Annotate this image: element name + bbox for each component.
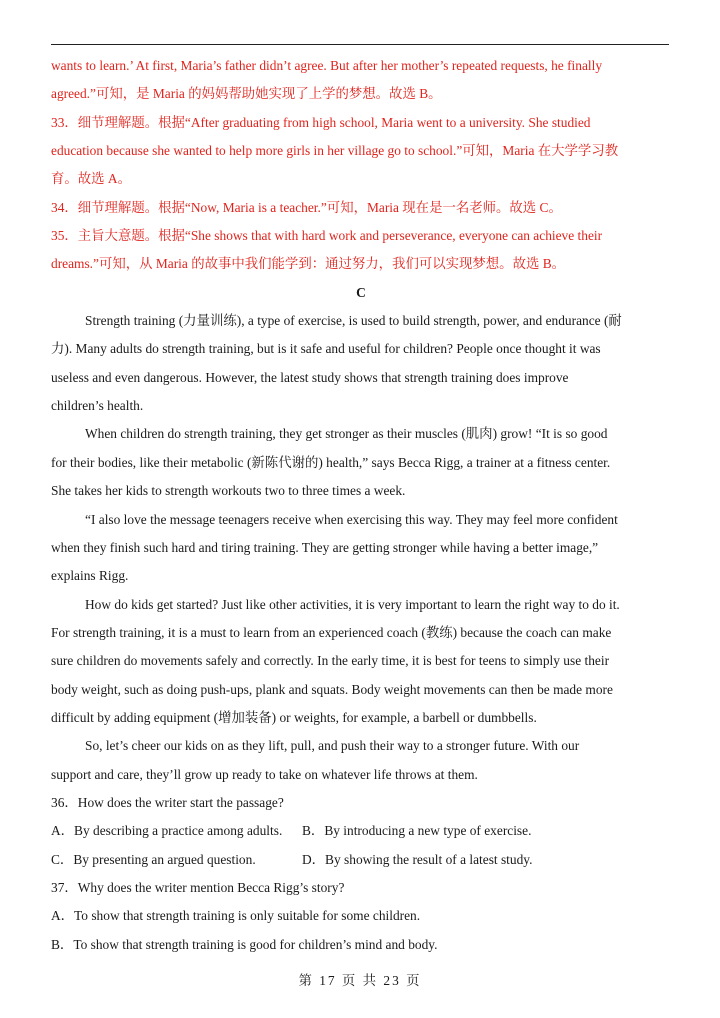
passage-line: for their bodies, like their metabolic (新陈代谢的) health,” says Becca Rigg, a trainer at a fitness center.: [51, 454, 611, 470]
header-rule: [51, 44, 669, 45]
passage-line: So, let’s cheer our kids on as they lift, pull, and push their way to a stronger future. With our: [85, 738, 580, 754]
answer-line: wants to learn.’ At first, Maria’s father didn’t agree. But after her mother’s repeated requests, he finally: [51, 58, 603, 73]
question-37: [51, 874, 671, 959]
passage-line: body weight, such as doing push-ups, plank and squats. Body weight movements can then be made more: [51, 681, 613, 697]
passage-line: How do kids get started? Just like other activities, it is very important to learn the right way to do it.: [85, 596, 620, 612]
question-36: [51, 789, 671, 874]
passage-line: support and care, they’ll grow up ready to take on whatever life throws at them.: [51, 766, 478, 782]
passage-line: when they finish such hard and tiring training. They are getting stronger while having a better image,”: [51, 539, 599, 555]
answer-line: education because she wanted to help more girls in her village go to school.”可知，Maria 在大学学习教: [51, 143, 619, 159]
passage-line: “I also love the message teenagers receive when exercising this way. They may feel more confident: [85, 511, 618, 527]
answer-line: dreams.”可知，从 Maria 的故事中我们能学到：通过努力，我们可以实现梦想。故选 B。: [51, 256, 566, 272]
option-a[interactable]: A．To show that strength training is only suitable for some children.: [51, 908, 421, 924]
reading-passage: [51, 307, 671, 789]
passage-line: children’s health.: [51, 398, 144, 414]
answer-line: 33．细节理解题。根据“After graduating from high school, Maria went to a university. She studied: [51, 114, 591, 130]
passage-line: Strength training (力量训练), a type of exercise, is used to build strength, power, and endurance (耐: [85, 313, 622, 329]
section-heading: C: [356, 284, 366, 300]
answer-line: 34．细节理解题。根据“Now, Maria is a teacher.”可知，Maria 现在是一名老师。故选 C。: [51, 199, 562, 215]
passage-line: difficult by adding equipment (增加装备) or weights, for example, a barbell or dumbbells.: [51, 709, 537, 725]
passage-line: useless and even dangerous. However, the latest study shows that strength training does improve: [51, 369, 569, 385]
option-d[interactable]: D．By showing the result of a latest study.: [302, 851, 533, 867]
passage-line: When children do strength training, they get stronger as their muscles (肌肉) grow! “It is so good: [85, 426, 608, 442]
option-b[interactable]: B．To show that strength training is good for children’s mind and body.: [51, 936, 438, 952]
passage-line: explains Rigg.: [51, 568, 129, 584]
answer-line: agreed.”可知，是 Maria 的妈妈帮助她实现了上学的梦想。故选 B。: [51, 86, 442, 102]
passage-line: 力). Many adults do strength training, but is it safe and useful for children? People once thought it was: [51, 341, 601, 357]
answer-line: 35．主旨大意题。根据“She shows that with hard work and perseverance, everyone can achieve their: [51, 228, 603, 244]
page-number-footer: 第 17 页 共 23 页: [298, 973, 422, 988]
option-c[interactable]: C．By presenting an argued question.: [51, 851, 256, 867]
option-row: [51, 817, 671, 845]
answer-line: 育。故选 A。: [51, 171, 131, 187]
option-row: [51, 846, 671, 874]
option-a[interactable]: A．By describing a practice among adults.: [51, 823, 283, 839]
passage-line: sure children do movements safely and correctly. In the early time, it is best for teens to simply use their: [51, 653, 610, 669]
passage-line: She takes her kids to strength workouts two to three times a week.: [51, 483, 406, 499]
page-content: [51, 52, 671, 959]
question-stem: 36．How does the writer start the passage?: [51, 794, 284, 810]
answer-explanations: [51, 52, 671, 279]
option-b[interactable]: B．By introducing a new type of exercise.: [302, 823, 532, 839]
passage-line: For strength training, it is a must to learn from an experienced coach (教练) because the coach can make: [51, 624, 612, 640]
question-stem: 37．Why does the writer mention Becca Rigg’s story?: [51, 879, 345, 895]
